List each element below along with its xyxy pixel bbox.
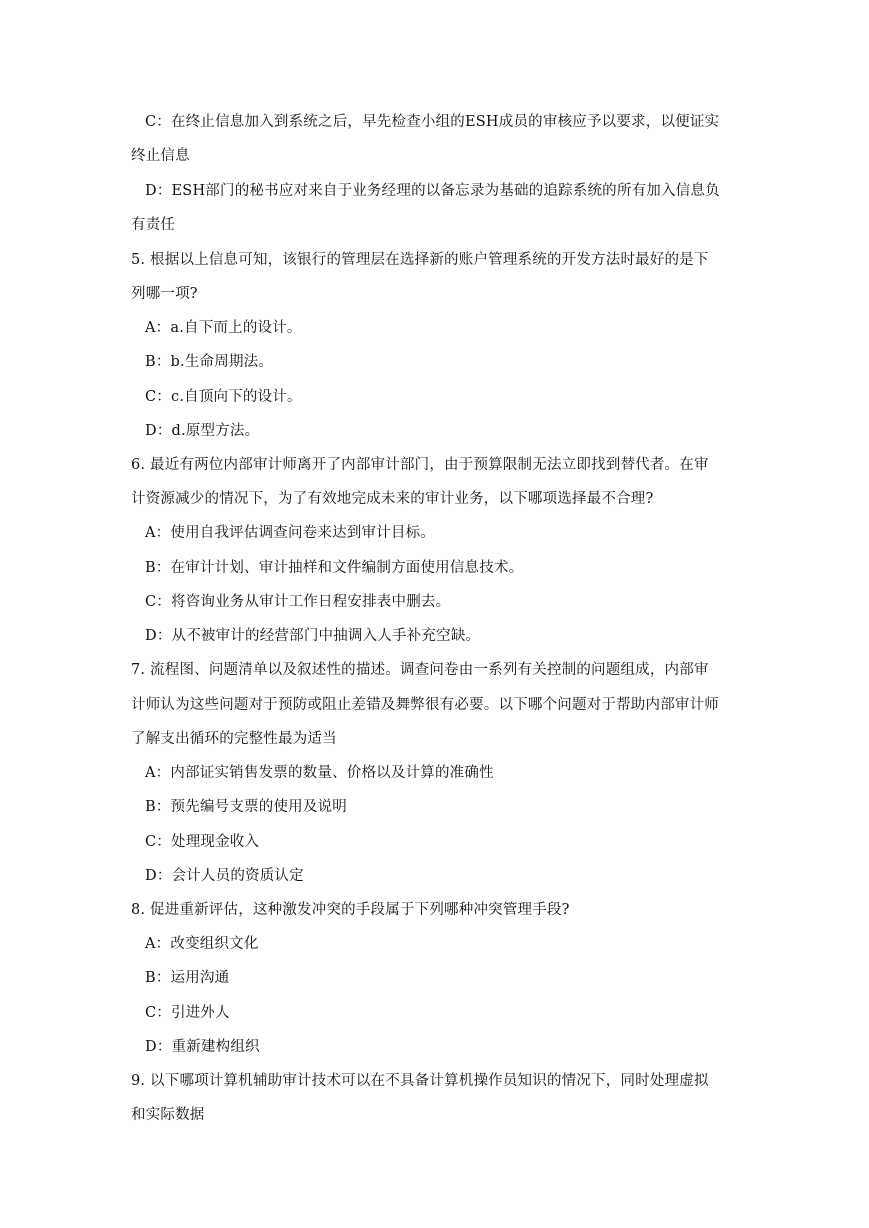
option-text: C：在终止信息加入到系统之后，早先检查小组的ESH成员的审核应予以要求，以便证实 (145, 114, 720, 130)
question-8-text: 8. 促进重新评估，这种激发冲突的手段属于下列哪种冲突管理手段? (131, 902, 570, 918)
question-5-text-continued: 列哪一项? (131, 286, 198, 302)
question-5-option-a: A：a.自下而上的设计。 (145, 320, 302, 336)
question-6-text-continued: 计资源减少的情况下，为了有效地完成未来的审计业务，以下哪项选择最不合理? (131, 491, 654, 507)
question-7-text-continued: 计师认为这些问题对于预防或阻止差错及舞弊很有必要。以下哪个问题对于帮助内部审计师 (131, 697, 719, 713)
option-text-continued: 有责任 (131, 217, 176, 233)
question-7-option-d: D：会计人员的资质认定 (145, 868, 304, 884)
question-5-option-d: D：d.原型方法。 (145, 423, 260, 439)
question-8-option-c: C：引进外人 (145, 1005, 230, 1021)
question-6-option-b: B：在审计计划、审计抽样和文件编制方面使用信息技术。 (145, 560, 524, 576)
option-text-continued: 终止信息 (131, 148, 190, 164)
question-7-option-b: B：预先编号支票的使用及说明 (145, 799, 347, 815)
question-6-option-c: C：将咨询业务从审计工作日程安排表中删去。 (145, 594, 451, 610)
question-7-text: 7. 流程图、问题清单以及叙述性的描述。调查问卷由一系列有关控制的问题组成，内部审 (131, 662, 709, 678)
question-8-option-a: A：改变组织文化 (145, 936, 259, 952)
question-9-text-continued: 和实际数据 (131, 1107, 205, 1123)
question-7-text-continued: 了解支出循环的完整性最为适当 (131, 731, 337, 747)
question-5-option-b: B：b.生命周期法。 (145, 354, 274, 370)
question-5-text: 5. 根据以上信息可知，该银行的管理层在选择新的账户管理系统的开发方法时最好的是下 (131, 252, 709, 268)
question-5-option-c: C：c.自顶向下的设计。 (145, 389, 302, 405)
option-text: D：ESH部门的秘书应对来自于业务经理的以备忘录为基础的追踪系统的所有加入信息负 (145, 183, 720, 199)
question-8-option-d: D：重新建构组织 (145, 1039, 260, 1055)
question-9-text: 9. 以下哪项计算机辅助审计技术可以在不具备计算机操作员知识的情况下，同时处理虚拟 (131, 1073, 709, 1089)
question-6-text: 6. 最近有两位内部审计师离开了内部审计部门，由于预算限制无法立即找到替代者。在审 (131, 457, 709, 473)
question-7-option-a: A：内部证实销售发票的数量、价格以及计算的准确性 (145, 765, 494, 781)
question-6-option-a: A：使用自我评估调查问卷来达到审计目标。 (145, 525, 435, 541)
question-6-option-d: D：从不被审计的经营部门中抽调入人手补充空缺。 (145, 628, 481, 644)
question-8-option-b: B：运用沟通 (145, 970, 230, 986)
question-7-option-c: C：处理现金收入 (145, 834, 260, 850)
